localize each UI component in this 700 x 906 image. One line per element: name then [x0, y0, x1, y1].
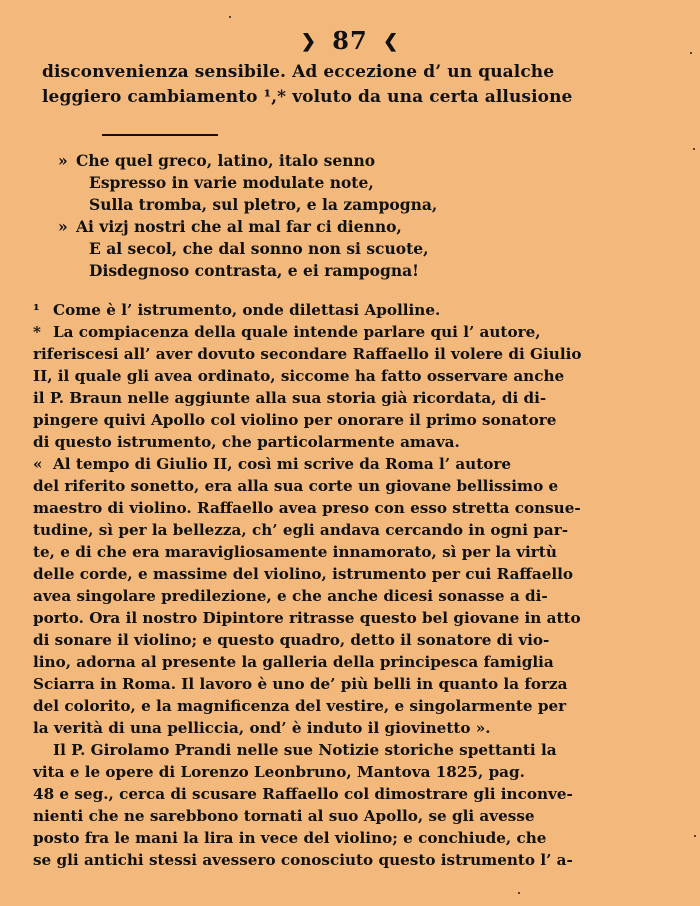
footnote-text: pingere quivi Apollo col violino per onorare il primo sonatore — [33, 411, 557, 429]
footnote-line — [33, 321, 541, 343]
verse-line — [58, 260, 437, 282]
footnote-text: La compiacenza della quale intende parlare qui l’ autore, — [53, 323, 541, 341]
verse-line — [58, 172, 437, 194]
page-header — [0, 26, 700, 55]
footnote-line — [33, 783, 573, 805]
footnote-marker: ¹ — [33, 301, 40, 319]
footnote-separator-rule — [102, 134, 218, 136]
footnote-text: Al tempo di Giulio II, così mi scrive da Roma l’ autore — [53, 455, 512, 473]
print-speck — [229, 16, 231, 18]
footnote-line — [33, 365, 565, 387]
footnote-text: II, il quale gli avea ordinato, siccome ha fatto osservare anche — [33, 367, 565, 385]
verse-text: Disdegnoso contrasta, e ei rampogna! — [89, 261, 419, 280]
footnote-text: riferiscesi all’ aver dovuto secondare Raffaello il volere di Giulio — [33, 345, 582, 363]
footnote-line — [33, 827, 547, 849]
footnote-line — [33, 607, 581, 629]
footnote-text: maestro di violino. Raffaello avea preso con esso stretta consue- — [33, 499, 581, 517]
left-ornament-icon: ❯ — [300, 31, 317, 52]
verse-text: Espresso in varie modulate note, — [89, 173, 374, 192]
footnote-marker: « — [33, 455, 43, 473]
footnote-text: lino, adorna al presente la galleria della principesca famiglia — [33, 653, 554, 671]
footnote-text: del riferito sonetto, era alla sua corte un giovane bellissimo e — [33, 477, 559, 495]
footnote-text: porto. Ora il nostro Dipintore ritrasse questo bel giovane in atto — [33, 609, 581, 627]
print-speck — [518, 892, 520, 894]
footnote-line — [33, 695, 567, 717]
footnote-text: Sciarra in Roma. Il lavoro è uno de’ più belli in quanto la forza — [33, 675, 568, 693]
print-speck — [694, 835, 696, 837]
footnote-text: tudine, sì per la bellezza, ch’ egli andava cercando in ogni par- — [33, 521, 569, 539]
footnote-text: te, e di che era maravigliosamente innamorato, sì per la virtù — [33, 543, 557, 561]
footnote-text: posto fra le mani la lira in vece del violino; e conchiude, che — [33, 829, 547, 847]
verse-text: Ai vizj nostri che al mal far ci dienno, — [76, 217, 402, 236]
footnote-line — [33, 475, 559, 497]
footnote-line — [33, 673, 568, 695]
footnote-text: se gli antichi stessi avessero conosciuto questo istrumento l’ a- — [33, 851, 573, 869]
footnote-line — [33, 805, 535, 827]
footnote-text: il P. Braun nelle aggiunte alla sua storia già ricordata, di di- — [33, 389, 547, 407]
verse-line — [58, 238, 437, 260]
footnote-line — [33, 299, 496, 321]
footnote-marker: * — [33, 323, 41, 341]
footnote-text: nienti che ne sarebbono tornati al suo Apollo, se gli avesse — [33, 807, 535, 825]
footnote-line — [33, 651, 554, 673]
page-number: 87 — [332, 26, 368, 55]
footnote-line — [33, 453, 512, 475]
footnote-line — [33, 519, 569, 541]
footnote-line — [33, 343, 582, 365]
footnote-line — [33, 629, 550, 651]
footnote-text: Come è l’ istrumento, onde dilettasi Apolline. — [53, 301, 441, 319]
verse-line — [58, 150, 437, 172]
footnote-text: vita e le opere di Lorenzo Leonbruno, Mantova 1825, pag. — [33, 763, 525, 781]
footnote-line — [33, 761, 525, 783]
footnote-line — [33, 497, 581, 519]
footnote-text: avea singolare predilezione, e che anche dicesi sonasse a di- — [33, 587, 548, 605]
verse-text: Che quel greco, latino, italo senno — [76, 151, 376, 170]
footnote-text: delle corde, e massime del violino, istrumento per cui Raffaello — [33, 565, 574, 583]
footnote-line — [33, 387, 547, 409]
footnote-line — [33, 541, 557, 563]
footnotes — [33, 299, 582, 871]
verse-text: E al secol, che dal sonno non si scuote, — [89, 239, 429, 258]
right-ornament-icon: ❮ — [383, 31, 400, 52]
footnote-text: del colorito, e la magnificenza del vestire, e singolarmente per — [33, 697, 567, 715]
main-text-line: leggiero cambiamento ¹,* voluto da una certa allusione — [42, 87, 573, 107]
footnote-line — [33, 409, 557, 431]
footnote-line — [33, 739, 557, 761]
footnote-line — [33, 563, 574, 585]
footnote-text: di sonare il violino; e questo quadro, detto il sonatore di vio- — [33, 631, 550, 649]
footnote-line — [33, 849, 573, 871]
verse-line — [58, 216, 437, 238]
footnote-line — [33, 585, 548, 607]
main-text-line: disconvenienza sensibile. Ad eccezione d’ un qualche — [42, 62, 555, 82]
verse-line — [58, 194, 437, 216]
footnote-text: 48 e seg., cerca di scusare Raffaello col dimostrare gli inconve- — [33, 785, 573, 803]
print-speck — [693, 148, 695, 150]
quote-marker: » — [58, 217, 68, 236]
print-speck — [690, 52, 692, 54]
footnote-text: la verità di una pelliccia, ond’ è induto il giovinetto ». — [33, 719, 491, 737]
main-text — [42, 60, 573, 110]
verse-text: Sulla tromba, sul pletro, e la zampogna, — [89, 195, 438, 214]
quoted-verse — [58, 150, 437, 282]
footnote-text: Il P. Girolamo Prandi nelle sue Notizie storiche spettanti la — [53, 741, 557, 759]
footnote-line — [33, 431, 496, 453]
footnote-text: di questo istrumento, che particolarmente amava. — [33, 433, 460, 451]
footnote-line — [33, 717, 496, 739]
quote-marker: » — [58, 151, 68, 170]
